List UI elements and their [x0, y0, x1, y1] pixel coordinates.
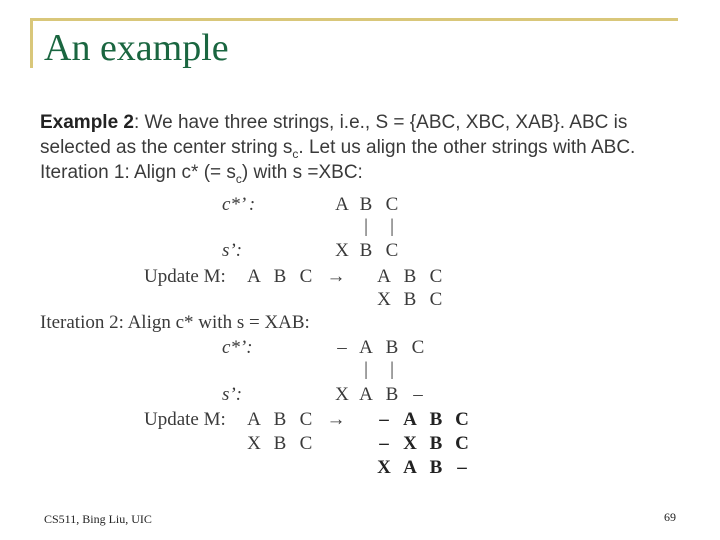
- cell: C: [455, 433, 469, 454]
- cell: C: [385, 240, 399, 261]
- cell: B: [403, 266, 417, 287]
- iter1-sub: c: [235, 171, 242, 186]
- s-prime-label-1: s’:: [222, 240, 243, 261]
- cell: B: [385, 384, 399, 405]
- c-star-label-1: c*’ :: [222, 194, 256, 215]
- cell: X: [335, 384, 349, 405]
- arrow: →: [326, 266, 346, 287]
- example-line-2: [40, 137, 635, 161]
- cell: B: [429, 409, 443, 430]
- cell: X: [377, 457, 391, 478]
- example-line-1: [40, 112, 627, 134]
- cell: B: [385, 337, 399, 358]
- cell: B: [273, 266, 287, 287]
- gap-symbol: –: [457, 457, 467, 478]
- gap-symbol: –: [379, 409, 389, 430]
- center-sub: c: [292, 146, 299, 161]
- cell: C: [429, 266, 443, 287]
- cell: X: [403, 433, 417, 454]
- example-label: Example 2: [40, 112, 134, 133]
- cell: C: [385, 194, 399, 215]
- arrow: →: [326, 409, 346, 430]
- iter1-rest: ) with s =XBC:: [241, 162, 363, 183]
- update-label-1: [144, 266, 226, 288]
- s-prime-label-2: s’:: [222, 384, 243, 405]
- example-intro: : We have three strings, i.e., S = {ABC, XBC, XAB}. ABC is: [134, 112, 628, 133]
- iteration-2-heading: Iteration 2: Align c* with s = XAB:: [40, 312, 310, 333]
- update-text-2: Update M:: [144, 409, 226, 430]
- footer-credit: CS511, Bing Liu, UIC: [44, 512, 152, 526]
- cell: B: [359, 194, 373, 215]
- center-rest: . Let us align the other strings with ABC.: [298, 137, 636, 158]
- cell: C: [299, 409, 313, 430]
- cell: X: [377, 289, 391, 310]
- iteration-1-heading: [40, 162, 363, 186]
- cell: A: [359, 337, 373, 358]
- gap-symbol: –: [379, 433, 389, 454]
- cell: X: [335, 240, 349, 261]
- gap-symbol: –: [413, 384, 423, 405]
- cell: A: [403, 409, 417, 430]
- iter1-text: Iteration 1: Align c* (= s: [40, 162, 236, 183]
- cell: B: [273, 409, 287, 430]
- cell: C: [455, 409, 469, 430]
- match-bar: |: [390, 216, 394, 237]
- slide-title: An example: [44, 27, 229, 69]
- cell: B: [403, 289, 417, 310]
- cell: C: [429, 289, 443, 310]
- update-label-2: [144, 409, 226, 431]
- cell: A: [335, 194, 349, 215]
- cell: B: [429, 433, 443, 454]
- cell: B: [273, 433, 287, 454]
- cell: A: [247, 409, 261, 430]
- cell: B: [359, 240, 373, 261]
- cell: C: [411, 337, 425, 358]
- cell: A: [359, 384, 373, 405]
- cell: A: [377, 266, 391, 287]
- cell: X: [247, 433, 261, 454]
- cell: B: [429, 457, 443, 478]
- cell: A: [247, 266, 261, 287]
- cell: A: [403, 457, 417, 478]
- c-star-label-2: c*’:: [222, 337, 253, 358]
- cell: C: [299, 433, 313, 454]
- page-number: 69: [664, 510, 676, 524]
- cell: C: [299, 266, 313, 287]
- update-text-1: Update M:: [144, 266, 226, 287]
- match-bar: |: [364, 216, 368, 237]
- match-bar: |: [390, 359, 394, 380]
- center-text: selected as the center string s: [40, 137, 293, 158]
- gap-symbol: –: [337, 337, 347, 358]
- match-bar: |: [364, 359, 368, 380]
